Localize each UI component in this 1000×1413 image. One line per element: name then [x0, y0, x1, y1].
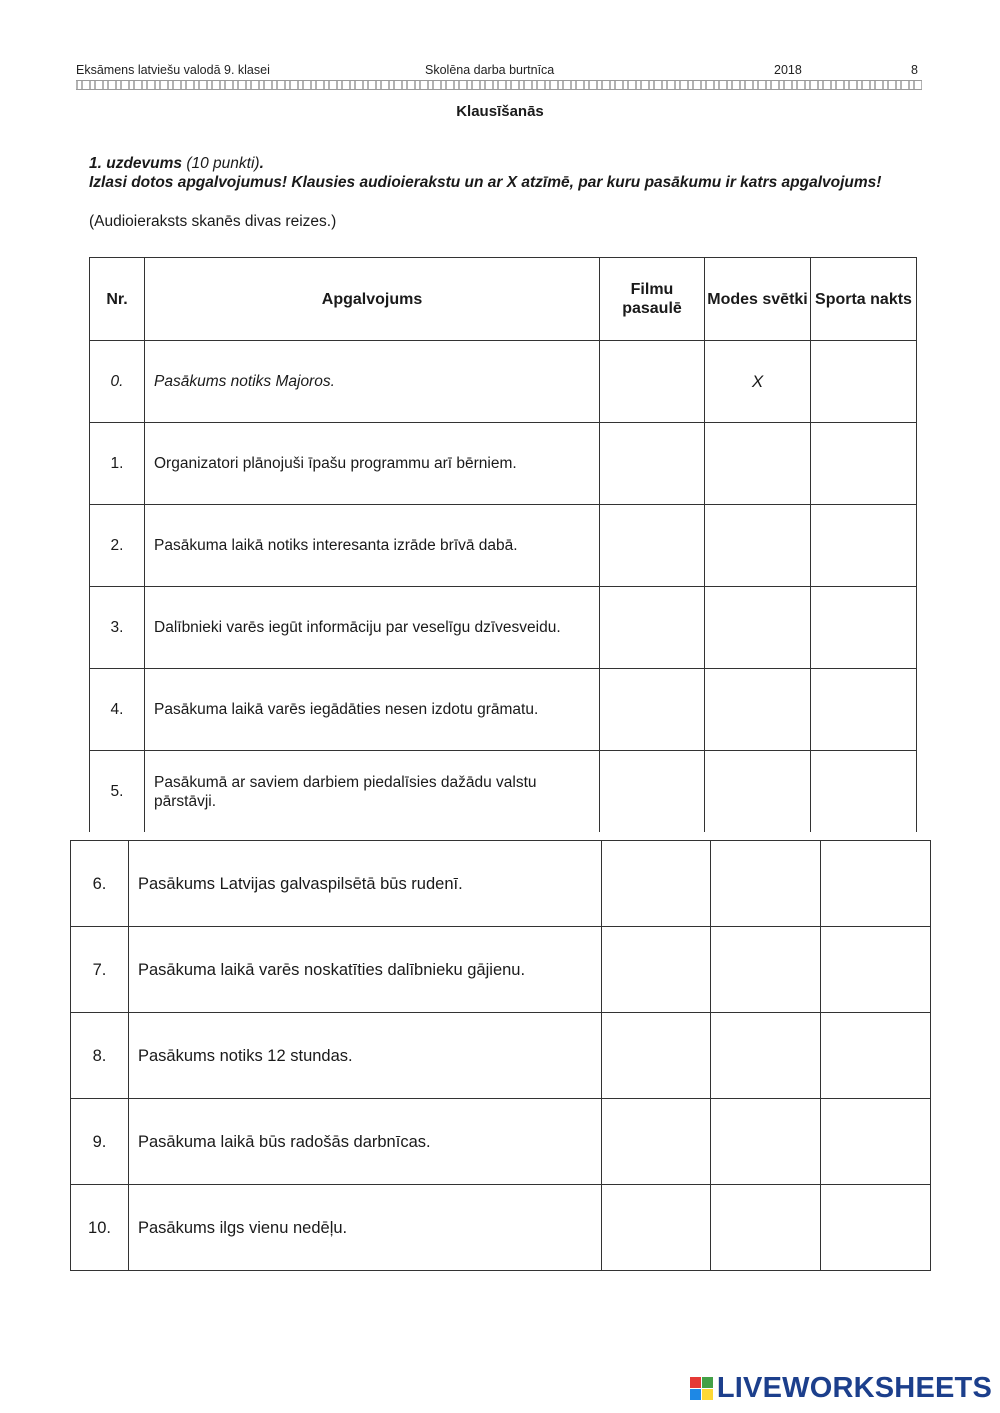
- answer-cell-filmu-pasaule[interactable]: [602, 1013, 711, 1099]
- row-nr: 10.: [71, 1185, 129, 1271]
- answer-cell-filmu-pasaule[interactable]: [600, 341, 705, 423]
- answer-cell-modes-svetki[interactable]: [711, 1099, 821, 1185]
- answer-cell-sporta-nakts[interactable]: [821, 1185, 931, 1271]
- header-nr: Nr.: [90, 258, 145, 341]
- answer-cell-modes-svetki[interactable]: [705, 669, 811, 751]
- table-row: [71, 927, 931, 1013]
- row-nr: 7.: [71, 927, 129, 1013]
- task-heading: [89, 154, 915, 173]
- header-booklet-title: Skolēna darba burtnīca: [425, 63, 555, 77]
- task-heading-dot: .: [259, 155, 264, 172]
- answer-cell-filmu-pasaule[interactable]: [602, 1099, 711, 1185]
- answer-cell-modes-svetki[interactable]: X: [705, 341, 811, 423]
- answer-cell-modes-svetki[interactable]: [711, 841, 821, 927]
- header-sporta-nakts: Sporta nakts: [811, 258, 917, 341]
- header-modes-svetki: Modes svētki: [705, 258, 811, 341]
- header-filmu-pasaule: Filmu pasaulē: [600, 258, 705, 341]
- task-points: (10 punkti): [186, 155, 260, 172]
- answer-cell-modes-svetki[interactable]: [711, 1185, 821, 1271]
- answer-cell-modes-svetki[interactable]: [705, 751, 811, 833]
- answer-cell-sporta-nakts[interactable]: [821, 1013, 931, 1099]
- ornament-border: [76, 80, 922, 89]
- answer-cell-filmu-pasaule[interactable]: [602, 841, 711, 927]
- row-nr: 9.: [71, 1099, 129, 1185]
- answer-cell-filmu-pasaule[interactable]: [602, 1185, 711, 1271]
- table-row: [90, 505, 917, 587]
- row-statement: Pasākuma laikā varēs iegādāties nesen izdotu grāmatu.: [145, 669, 600, 751]
- row-nr: 0.: [90, 341, 145, 423]
- answer-cell-filmu-pasaule[interactable]: [600, 587, 705, 669]
- header-year: 2018: [774, 63, 802, 77]
- answer-cell-modes-svetki[interactable]: [705, 587, 811, 669]
- table-row: [90, 341, 917, 423]
- answer-cell-filmu-pasaule[interactable]: [602, 927, 711, 1013]
- answer-cell-sporta-nakts[interactable]: [821, 927, 931, 1013]
- answer-cell-sporta-nakts[interactable]: [811, 505, 917, 587]
- table-row: [90, 751, 917, 833]
- row-nr: 3.: [90, 587, 145, 669]
- table-row: [71, 841, 931, 927]
- liveworksheets-logo-text: LIVEWORKSHEETS: [716, 1372, 992, 1404]
- task-instruction: Izlasi dotos apgalvojumus! Klausies audioierakstu un ar X atzīmē, par kuru pasākumu ir katrs apgalvojums!: [89, 174, 882, 191]
- answer-cell-sporta-nakts[interactable]: [811, 587, 917, 669]
- answer-cell-sporta-nakts[interactable]: [811, 341, 917, 423]
- logo-square-yellow: [702, 1389, 713, 1400]
- answer-cell-modes-svetki[interactable]: [711, 927, 821, 1013]
- answer-cell-sporta-nakts[interactable]: [811, 669, 917, 751]
- row-statement: Pasākums ilgs vienu nedēļu.: [129, 1185, 602, 1271]
- row-statement: Pasākums notiks Majoros.: [145, 341, 600, 423]
- liveworksheets-logo: [690, 1372, 992, 1405]
- row-nr: 6.: [71, 841, 129, 927]
- answer-cell-sporta-nakts[interactable]: [821, 841, 931, 927]
- header-page-number: 8: [911, 63, 918, 77]
- row-statement: Pasākumā ar saviem darbiem piedalīsies dažādu valstu pārstāvji.: [145, 751, 600, 833]
- answer-cell-filmu-pasaule[interactable]: [600, 751, 705, 833]
- row-statement: Dalībnieki varēs iegūt informāciju par veselīgu dzīvesveidu.: [145, 587, 600, 669]
- answer-cell-modes-svetki[interactable]: [711, 1013, 821, 1099]
- row-nr: 1.: [90, 423, 145, 505]
- section-title: Klausīšanās: [456, 103, 544, 120]
- answer-cell-filmu-pasaule[interactable]: [600, 669, 705, 751]
- answer-table-part-1: [89, 257, 917, 832]
- answer-cell-filmu-pasaule[interactable]: [600, 423, 705, 505]
- row-nr: 8.: [71, 1013, 129, 1099]
- logo-square-red: [690, 1377, 701, 1388]
- logo-square-green: [702, 1377, 713, 1388]
- row-statement: Pasākums notiks 12 stundas.: [129, 1013, 602, 1099]
- table-row: [90, 423, 917, 505]
- header-statement: Apgalvojums: [145, 258, 600, 341]
- table-row: [90, 587, 917, 669]
- answer-cell-sporta-nakts[interactable]: [811, 751, 917, 833]
- answer-cell-sporta-nakts[interactable]: [811, 423, 917, 505]
- row-statement: Pasākums Latvijas galvaspilsētā būs rudenī.: [129, 841, 602, 927]
- table-header-row: [90, 258, 917, 341]
- task-number: 1. uzdevums: [89, 155, 183, 172]
- row-statement: Pasākuma laikā būs radošās darbnīcas.: [129, 1099, 602, 1185]
- row-statement: Pasākuma laikā notiks interesanta izrāde brīvā dabā.: [145, 505, 600, 587]
- table-row: [71, 1013, 931, 1099]
- row-nr: 5.: [90, 751, 145, 833]
- table-row: [90, 669, 917, 751]
- ornament-line-bottom: [76, 89, 922, 90]
- logo-square-blue: [690, 1389, 701, 1400]
- liveworksheets-logo-icon: [690, 1377, 713, 1400]
- answer-cell-filmu-pasaule[interactable]: [600, 505, 705, 587]
- answer-cell-modes-svetki[interactable]: [705, 423, 811, 505]
- table-row: [71, 1099, 931, 1185]
- answer-table-part-2: [70, 840, 931, 1271]
- task-note: (Audioieraksts skanēs divas reizes.): [89, 213, 337, 230]
- answer-cell-sporta-nakts[interactable]: [821, 1099, 931, 1185]
- row-nr: 4.: [90, 669, 145, 751]
- table-row: [71, 1185, 931, 1271]
- row-statement: Pasākuma laikā varēs noskatīties dalībnieku gājienu.: [129, 927, 602, 1013]
- answer-cell-modes-svetki[interactable]: [705, 505, 811, 587]
- row-nr: 2.: [90, 505, 145, 587]
- header-exam-title: Eksāmens latviešu valodā 9. klasei: [76, 63, 270, 77]
- row-statement: Organizatori plānojuši īpašu programmu arī bērniem.: [145, 423, 600, 505]
